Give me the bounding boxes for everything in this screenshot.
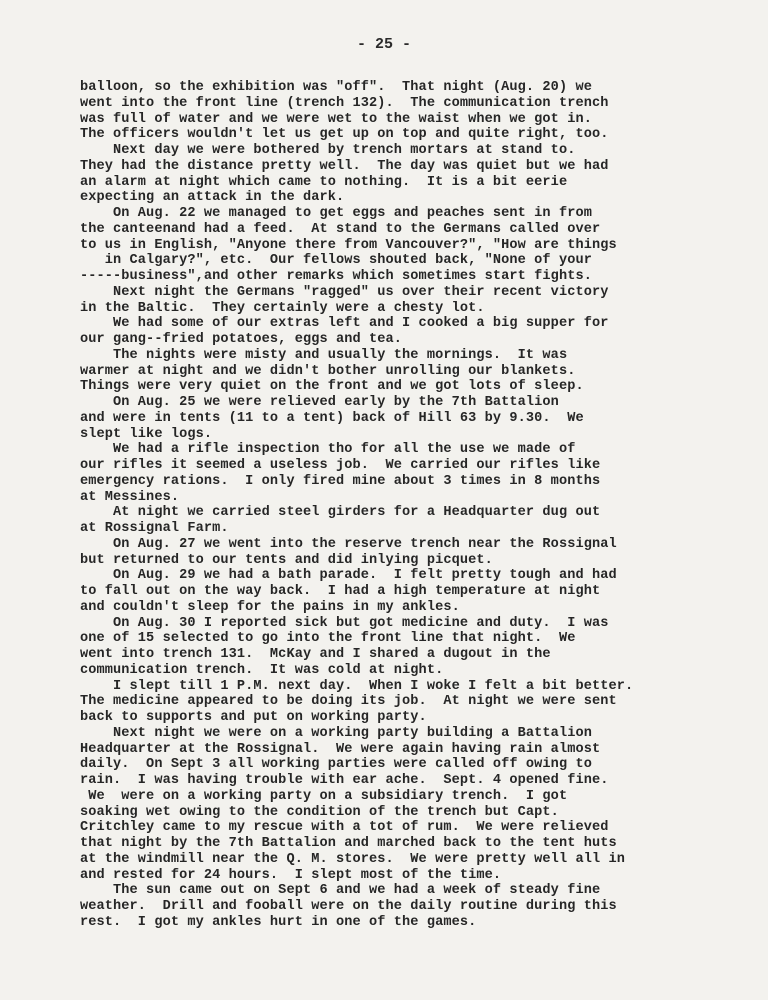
text-line: that night by the 7th Battalion and marched back to the tent huts [80,836,617,851]
text-line: slept like logs. [80,426,213,442]
text-line: daily. On Sept 3 all working parties were called off owing to [80,757,592,773]
text-line: balloon, so the exhibition was "off". That night (Aug. 20) we [80,80,592,95]
text-line: On Aug. 30 I reported sick but got medicine and duty. I was [80,615,609,631]
text-line: but returned to our tents and did inlying picquet. [80,552,493,568]
text-line: At night we carried steel girders for a Headquarter dug out [80,505,601,521]
text-line: expecting an attack in the dark. [80,190,345,206]
text-line: On Aug. 22 we managed to get eggs and peaches sent in from [80,206,592,221]
text-line: to us in English, "Anyone there from Vancouver?", "How are things [80,237,617,253]
text-line: rain. I was having trouble with ear ache. Sept. 4 opened fine. [80,773,609,788]
text-line: On Aug. 29 we had a bath parade. I felt pretty tough and had [80,568,617,584]
text-line: in Calgary?", etc. Our fellows shouted back, "None of your [80,253,592,269]
text-line: warmer at night and we didn't bother unrolling our blankets. [80,363,576,379]
text-line: the canteenand had a feed. At stand to the Germans called over [80,221,601,237]
text-line: On Aug. 27 we went into the reserve trench near the Rossignal [80,536,617,552]
text-line: Critchley came to my rescue with a tot of rum. We were relieved [80,820,609,836]
text-line: in the Baltic. They certainly were a chesty lot. [80,300,485,316]
text-line: They had the distance pretty well. The day was quiet but we had [80,158,609,174]
text-line: The medicine appeared to be doing its job. At night we were sent [80,694,617,710]
text-line: went into the front line (trench 132). The communication trench [80,95,609,111]
text-line: rest. I got my ankles hurt in one of the games. [80,914,477,930]
text-line: -----business",and other remarks which sometimes start fights. [80,269,592,284]
text-line: The nights were misty and usually the mornings. It was [80,347,568,363]
text-line: Next night the Germans "ragged" us over their recent victory [80,284,609,300]
text-line: at Rossignal Farm. [80,521,229,536]
text-line: was full of water and we were wet to the waist when we got in. [80,111,592,127]
text-line: Things were very quiet on the front and we got lots of sleep. [80,379,584,395]
text-line: Headquarter at the Rossignal. We were again having rain almost [80,741,601,757]
text-line: our gang--fried potatoes, eggs and tea. [80,332,403,347]
page-number: - 25 - [356,36,411,53]
text-line: We were on a working party on a subsidiary trench. I got [80,788,568,804]
text-line: On Aug. 25 we were relieved early by the 7th Battalion [80,395,559,410]
text-line: and rested for 24 hours. I slept most of the time. [80,867,502,883]
text-line: our rifles it seemed a useless job. We carried our rifles like [80,458,601,473]
text-line: Next day we were bothered by trench mortars at stand to. [80,143,576,158]
text-line: I slept till 1 P.M. next day. When I woke I felt a bit better. [80,678,634,694]
text-line: one of 15 selected to go into the front line that night. We [80,631,576,647]
text-line: We had some of our extras left and I cooked a big supper for [80,316,609,332]
text-line: to fall out on the way back. I had a high temperature at night [80,584,601,599]
text-line: The sun came out on Sept 6 and we had a week of steady fine [80,883,601,899]
text-line: at the windmill near the Q. M. stores. We were pretty well all in [80,851,625,867]
text-line: at Messines. [80,489,180,505]
text-line: We had a rifle inspection tho for all the use we made of [80,442,576,458]
text-line: soaking wet owing to the condition of the trench but Capt. [80,804,559,820]
text-line: Next night we were on a working party building a Battalion [80,725,592,741]
text-line: and were in tents (11 to a tent) back of Hill 63 by 9.30. We [80,410,584,426]
text-line: communication trench. It was cold at night. [80,662,444,678]
page-body-text [80,80,760,931]
text-line: and couldn't sleep for the pains in my ankles. [80,599,460,615]
text-line: an alarm at night which came to nothing. It is a bit eerie [80,174,568,190]
text-line: weather. Drill and fooball were on the daily routine during this [80,899,617,914]
text-line: The officers wouldn't let us get up on top and quite right, too. [80,127,609,143]
text-line: back to supports and put on working party. [80,710,427,725]
text-line: emergency rations. I only fired mine about 3 times in 8 months [80,473,601,489]
text-line: went into trench 131. McKay and I shared a dugout in the [80,647,551,662]
